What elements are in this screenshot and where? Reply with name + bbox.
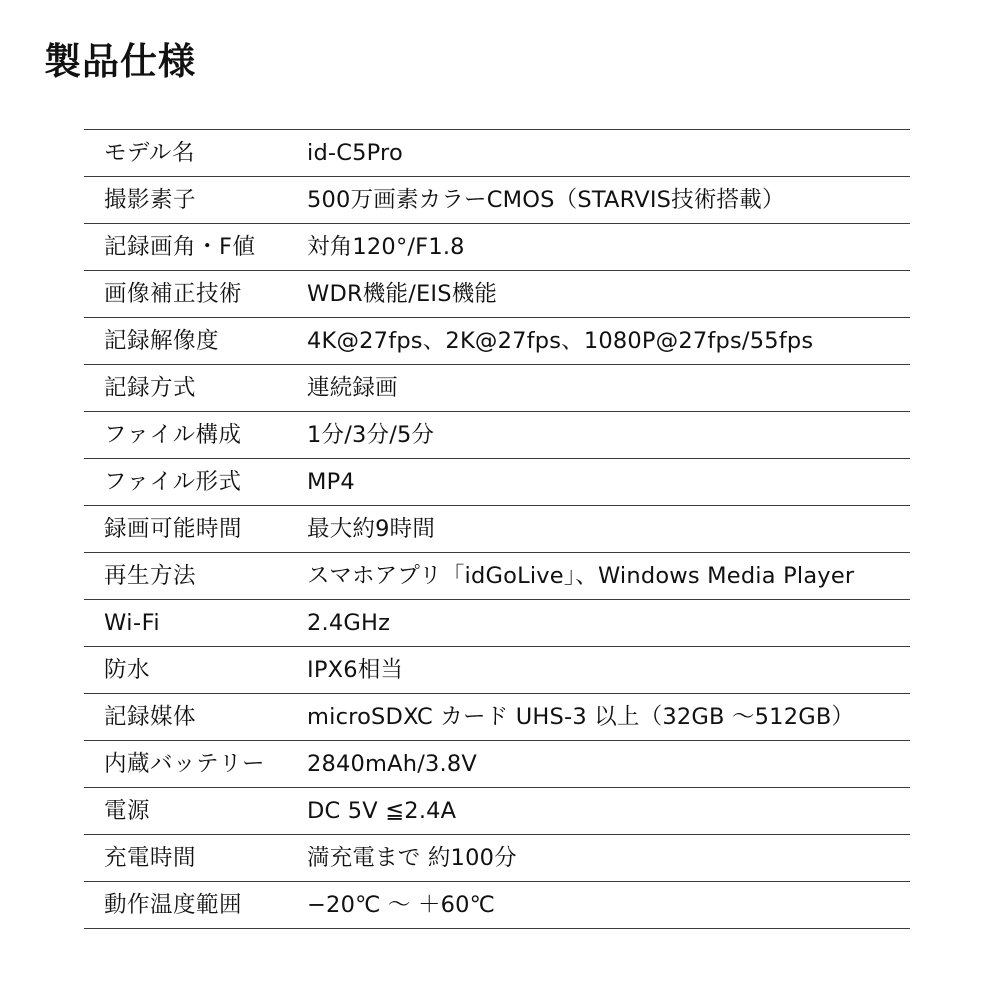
spec-label: 充電時間 bbox=[84, 835, 307, 882]
spec-row-charging-time bbox=[84, 835, 910, 882]
spec-value: IPX6相当 bbox=[307, 647, 910, 694]
spec-label: ファイル構成 bbox=[84, 412, 307, 459]
spec-row-recording-method bbox=[84, 365, 910, 412]
spec-row-image-sensor bbox=[84, 177, 910, 224]
spec-row-storage-media bbox=[84, 694, 910, 741]
spec-label: 電源 bbox=[84, 788, 307, 835]
spec-label: 撮影素子 bbox=[84, 177, 307, 224]
spec-label: モデル名 bbox=[84, 130, 307, 177]
spec-row-waterproof bbox=[84, 647, 910, 694]
spec-label: 記録方式 bbox=[84, 365, 307, 412]
spec-label: Wi-Fi bbox=[84, 600, 307, 647]
spec-label: 防水 bbox=[84, 647, 307, 694]
spec-value: 対角120°/F1.8 bbox=[307, 224, 910, 271]
spec-value: 連続録画 bbox=[307, 365, 910, 412]
spec-value: DC 5V ≦2.4A bbox=[307, 788, 910, 835]
spec-label: 記録画角・F値 bbox=[84, 224, 307, 271]
spec-label: 記録媒体 bbox=[84, 694, 307, 741]
spec-value: 1分/3分/5分 bbox=[307, 412, 910, 459]
spec-row-power-supply bbox=[84, 788, 910, 835]
spec-table-body bbox=[84, 130, 910, 929]
spec-label: 再生方法 bbox=[84, 553, 307, 600]
spec-row-file-format bbox=[84, 459, 910, 506]
spec-row-wifi bbox=[84, 600, 910, 647]
spec-value: 4K@27fps、2K@27fps、1080P@27fps/55fps bbox=[307, 318, 910, 365]
spec-row-operating-temperature bbox=[84, 882, 910, 929]
spec-row-resolution bbox=[84, 318, 910, 365]
spec-label: ファイル形式 bbox=[84, 459, 307, 506]
spec-value: 2.4GHz bbox=[307, 600, 910, 647]
spec-label: 録画可能時間 bbox=[84, 506, 307, 553]
spec-row-recording-time bbox=[84, 506, 910, 553]
spec-value: −20℃ ～ ＋60℃ bbox=[307, 882, 910, 929]
spec-value: 2840mAh/3.8V bbox=[307, 741, 910, 788]
spec-row-file-structure bbox=[84, 412, 910, 459]
spec-row-image-correction bbox=[84, 271, 910, 318]
spec-value: 最大約9時間 bbox=[307, 506, 910, 553]
spec-value: 満充電まで 約100分 bbox=[307, 835, 910, 882]
spec-label: 記録解像度 bbox=[84, 318, 307, 365]
spec-label: 動作温度範囲 bbox=[84, 882, 307, 929]
spec-value: スマホアプリ「idGoLive」、Windows Media Player bbox=[307, 553, 910, 600]
spec-value: id-C5Pro bbox=[307, 130, 910, 177]
spec-label: 内蔵バッテリー bbox=[84, 741, 307, 788]
spec-value: WDR機能/EIS機能 bbox=[307, 271, 910, 318]
spec-row-angle-fvalue bbox=[84, 224, 910, 271]
page-title: 製品仕様 bbox=[44, 40, 196, 83]
spec-row-playback-method bbox=[84, 553, 910, 600]
spec-row-battery bbox=[84, 741, 910, 788]
spec-row-model-name bbox=[84, 130, 910, 177]
spec-value: MP4 bbox=[307, 459, 910, 506]
spec-value: 500万画素カラーCMOS（STARVIS技術搭載） bbox=[307, 177, 910, 224]
spec-table bbox=[84, 129, 910, 929]
spec-label: 画像補正技術 bbox=[84, 271, 307, 318]
spec-value: microSDXC カード UHS-3 以上（32GB ～512GB） bbox=[307, 694, 910, 741]
